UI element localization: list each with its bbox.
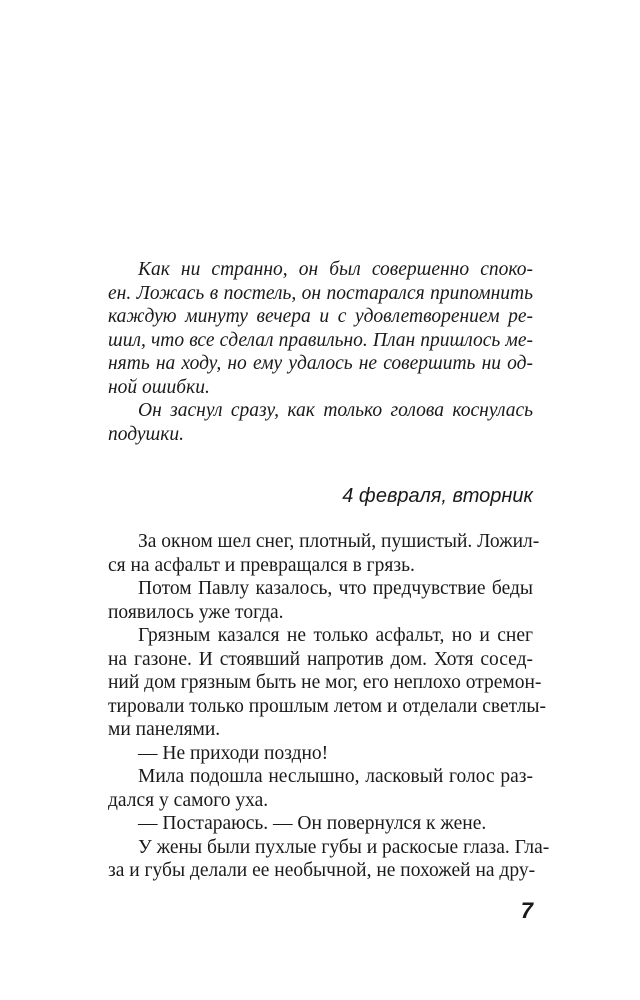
body-line: на газоне. И стоявший напротив дом. Хотя сосед- <box>108 648 533 670</box>
epilogue-line: Как ни странно, он был совершенно споко- <box>138 259 533 280</box>
body-line: — Не приходи поздно! <box>138 742 329 764</box>
epilogue-line: каждую минуту вечера и с удовлетворением ре- <box>108 306 533 327</box>
body-line: появилось уже тогда. <box>108 601 284 623</box>
page-number: 7 <box>520 898 533 923</box>
body-line: У жены были пухлые губы и раскосые глаза. Гла- <box>138 836 550 858</box>
body-line: За окном шел снег, плотный, пушистый. Ложил- <box>138 531 540 552</box>
body-line: тировали только прошлым летом и отделали светлы- <box>108 695 547 717</box>
body-line: Потом Павлу казалось, что предчувствие беды <box>138 578 533 599</box>
body-line: ний дом грязным быть не мог, его неплохо отремон- <box>108 672 542 693</box>
body-line: ми панелями. <box>108 719 221 740</box>
section-heading: 4 февраля, вторник <box>342 485 533 507</box>
body-paragraphs <box>108 530 550 883</box>
body-line: Грязным казался не только асфальт, но и снег <box>138 625 533 646</box>
epilogue-line: шил, что все сделал правильно. План пришлось ме- <box>108 329 533 351</box>
epilogue-line: нять на ходу, но ему удалось не совершить ни од- <box>108 353 533 374</box>
epilogue-line: подушки. <box>108 423 184 445</box>
epilogue-line: Он заснул сразу, как только голова коснулась <box>138 400 533 421</box>
body-line: дался у самого уха. <box>108 789 269 811</box>
body-line: за и губы делали ее необычной, не похожей на дру- <box>108 860 536 881</box>
epilogue-paragraphs <box>108 258 533 446</box>
body-line: Мила подошла неслышно, ласковый голос раз- <box>138 766 533 787</box>
body-line: ся на асфальт и превращался в грязь. <box>108 554 415 576</box>
epilogue-line: ен. Ложась в постель, он постарался припомнить <box>108 282 533 304</box>
epilogue-line: ной ошибки. <box>108 376 210 398</box>
body-line: — Постараюсь. — Он повернулся к жене. <box>138 813 487 834</box>
